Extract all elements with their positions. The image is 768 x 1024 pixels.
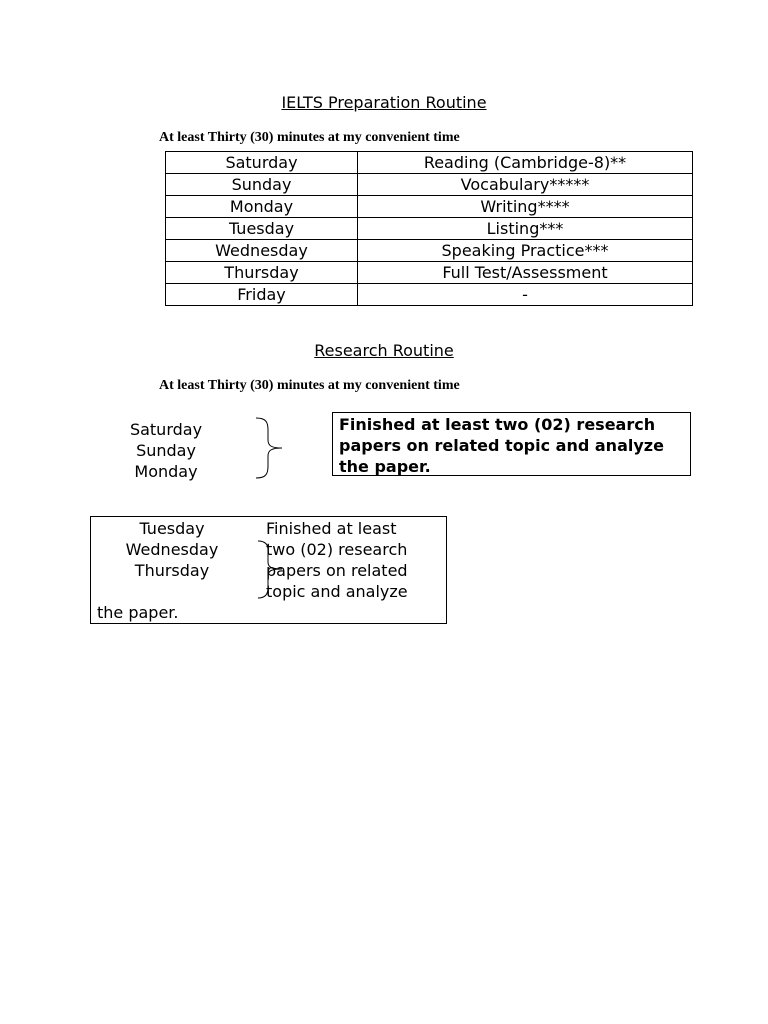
table-row	[166, 218, 693, 240]
ielts-title: IELTS Preparation Routine	[281, 93, 487, 112]
table-row	[166, 196, 693, 218]
day-cell: Monday	[166, 196, 358, 218]
table-row	[166, 240, 693, 262]
task-cell: -	[358, 284, 693, 306]
day-label: Monday	[134, 462, 198, 481]
right-brace-icon	[252, 414, 286, 482]
text-line: papers on related	[266, 561, 408, 580]
right-brace-icon	[254, 538, 286, 602]
day-cell: Saturday	[166, 152, 358, 174]
table-row	[166, 262, 693, 284]
task-cell: Listing***	[358, 218, 693, 240]
task-cell: Writing****	[358, 196, 693, 218]
ielts-schedule-table	[165, 151, 693, 306]
research-group2-text	[266, 518, 408, 602]
day-label: Wednesday	[125, 540, 219, 559]
text-line: two (02) research	[266, 540, 408, 559]
research-group1-text: Finished at least two (02) research papers on related topic and analyze the paper.	[339, 415, 664, 476]
day-label: Tuesday	[139, 519, 205, 538]
day-cell: Wednesday	[166, 240, 358, 262]
text-line: Finished at least	[266, 519, 397, 538]
day-label: Sunday	[136, 441, 196, 460]
day-cell: Sunday	[166, 174, 358, 196]
day-cell: Thursday	[166, 262, 358, 284]
research-group1-days	[106, 419, 226, 482]
research-note: At least Thirty (30) minutes at my convenient time	[159, 378, 460, 393]
task-cell: Full Test/Assessment	[358, 262, 693, 284]
day-cell: Tuesday	[166, 218, 358, 240]
research-group2-days	[112, 518, 232, 581]
table-row	[166, 284, 693, 306]
table-row	[166, 152, 693, 174]
task-cell: Reading (Cambridge-8)**	[358, 152, 693, 174]
day-cell: Friday	[166, 284, 358, 306]
research-group2-last-line: the paper.	[97, 603, 179, 622]
day-label: Saturday	[129, 420, 203, 439]
task-cell: Vocabulary*****	[358, 174, 693, 196]
ielts-note: At least Thirty (30) minutes at my convenient time	[159, 130, 460, 145]
table-row	[166, 174, 693, 196]
day-label: Thursday	[134, 561, 210, 580]
text-line: topic and analyze	[266, 582, 408, 601]
research-group1-box	[332, 412, 691, 476]
task-cell: Speaking Practice***	[358, 240, 693, 262]
research-title: Research Routine	[314, 341, 454, 360]
